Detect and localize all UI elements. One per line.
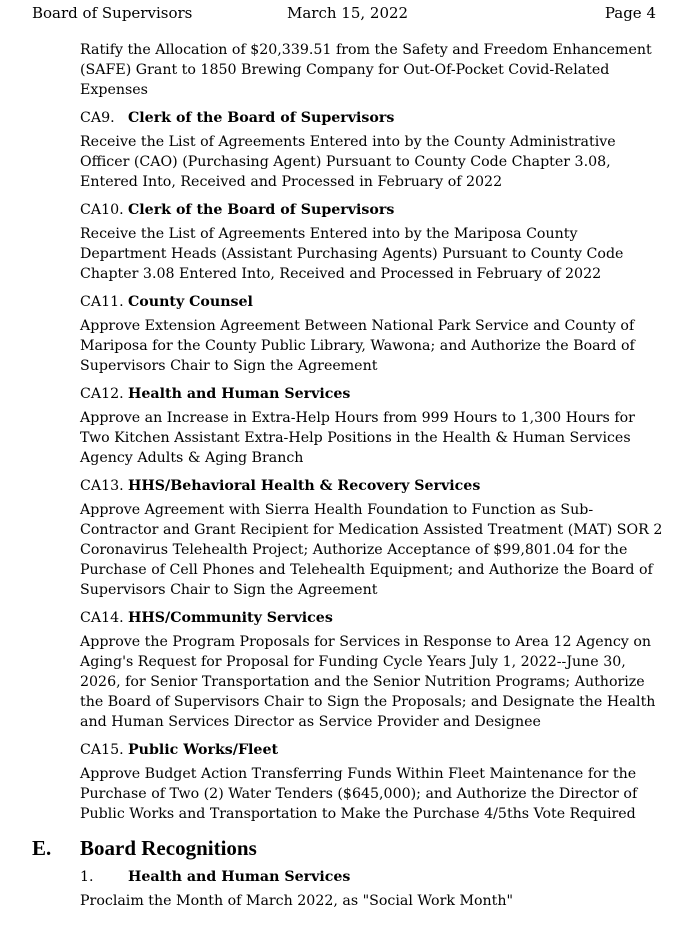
item-code: CA14. [80, 610, 124, 626]
item-description: Approve Budget Action Transferring Funds Within Fleet Maintenance for the Purchase of Two (2) Water Tenders ($645,000); and Authorize the Director of Public Works and Transportation to Make the Purchase 4/5ths Vote Required [80, 766, 638, 822]
agenda-item-ca13 [80, 476, 665, 600]
section-title: Board Recognitions [80, 836, 257, 860]
page-header [32, 4, 656, 24]
item-department: Public Works/Fleet [128, 742, 279, 758]
header-page-number: Page 4 [604, 4, 656, 22]
item-code: CA11. [80, 294, 124, 310]
item-description: Approve Extension Agreement Between National Park Service and County of Mariposa for the County Public Library, Wawona; and Authorize the Board of Supervisors Chair to Sign the Agreement [80, 318, 635, 374]
agenda-item-ca11 [80, 292, 665, 376]
item-description: Approve the Program Proposals for Services in Response to Area 12 Agency on Aging's Request for Proposal for Funding Cycle Years July 1, 2022--June 30, 2026, for Senior Transportation and the Senior Nutrition Programs; Authorize the Board of Supervisors Chair to Sign the Proposals; and Designate the Health and Human Services Director as Service Provider and Designee [80, 634, 656, 730]
item-code: CA10. [80, 202, 124, 218]
header-board-name: Board of Supervisors [32, 4, 193, 22]
agenda-item-ca12 [80, 384, 665, 468]
agenda-item-ca15 [80, 740, 665, 824]
item-description: Approve Agreement with Sierra Health Foundation to Function as Sub-Contractor and Grant Recipient for Medication Assisted Treatment (MAT) SOR 2 Coronavirus Telehealth Project; Authorize Acceptance of $99,801.04 for the Purchase of Cell Phones and Telehealth Equipment; and Authorize the Board of Supervisors Chair to Sign the Agreement [80, 502, 663, 598]
item-department: Clerk of the Board of Supervisors [128, 202, 395, 218]
item-department: HHS/Community Services [128, 610, 333, 626]
section-letter: E. [32, 836, 52, 860]
item-description: Receive the List of Agreements Entered into by the County Administrative Officer (CAO) (Purchasing Agent) Pursuant to County Code Chapter 3.08, Entered Into, Received and Processed in February of 2022 [80, 134, 616, 190]
agenda-content [80, 40, 665, 832]
item-code: CA9. [80, 110, 115, 126]
item-code: CA12. [80, 386, 124, 402]
item-code: CA13. [80, 478, 124, 494]
item-department: Health and Human Services [128, 386, 351, 402]
item-department: HHS/Behavioral Health & Recovery Services [128, 478, 481, 494]
item-department: County Counsel [128, 294, 253, 310]
agenda-item-ca14 [80, 608, 665, 732]
recognition-department: Health and Human Services [128, 869, 351, 885]
item-description: Receive the List of Agreements Entered into by the Mariposa County Department Heads (Assistant Purchasing Agents) Pursuant to County Code Chapter 3.08 Entered Into, Received and Processed in February of 2022 [80, 226, 624, 282]
recognition-description: Proclaim the Month of March 2022, as "Social Work Month" [80, 893, 514, 909]
header-date: March 15, 2022 [287, 4, 409, 22]
recognition-item [80, 867, 665, 911]
item-department: Clerk of the Board of Supervisors [128, 110, 395, 126]
item-code: CA15. [80, 742, 124, 758]
item-description: Approve an Increase in Extra-Help Hours from 999 Hours to 1,300 Hours for Two Kitchen Assistant Extra-Help Positions in the Health & Human Services Agency Adults & Aging Branch [80, 410, 635, 466]
recognition-number: 1. [80, 869, 94, 885]
agenda-item-ca9 [80, 108, 665, 192]
agenda-item-ca10 [80, 200, 665, 284]
carryover-item-text: Ratify the Allocation of $20,339.51 from the Safety and Freedom Enhancement (SAFE) Grant to 1850 Brewing Company for Out-Of-Pocket Covid-Related Expenses [80, 42, 652, 98]
